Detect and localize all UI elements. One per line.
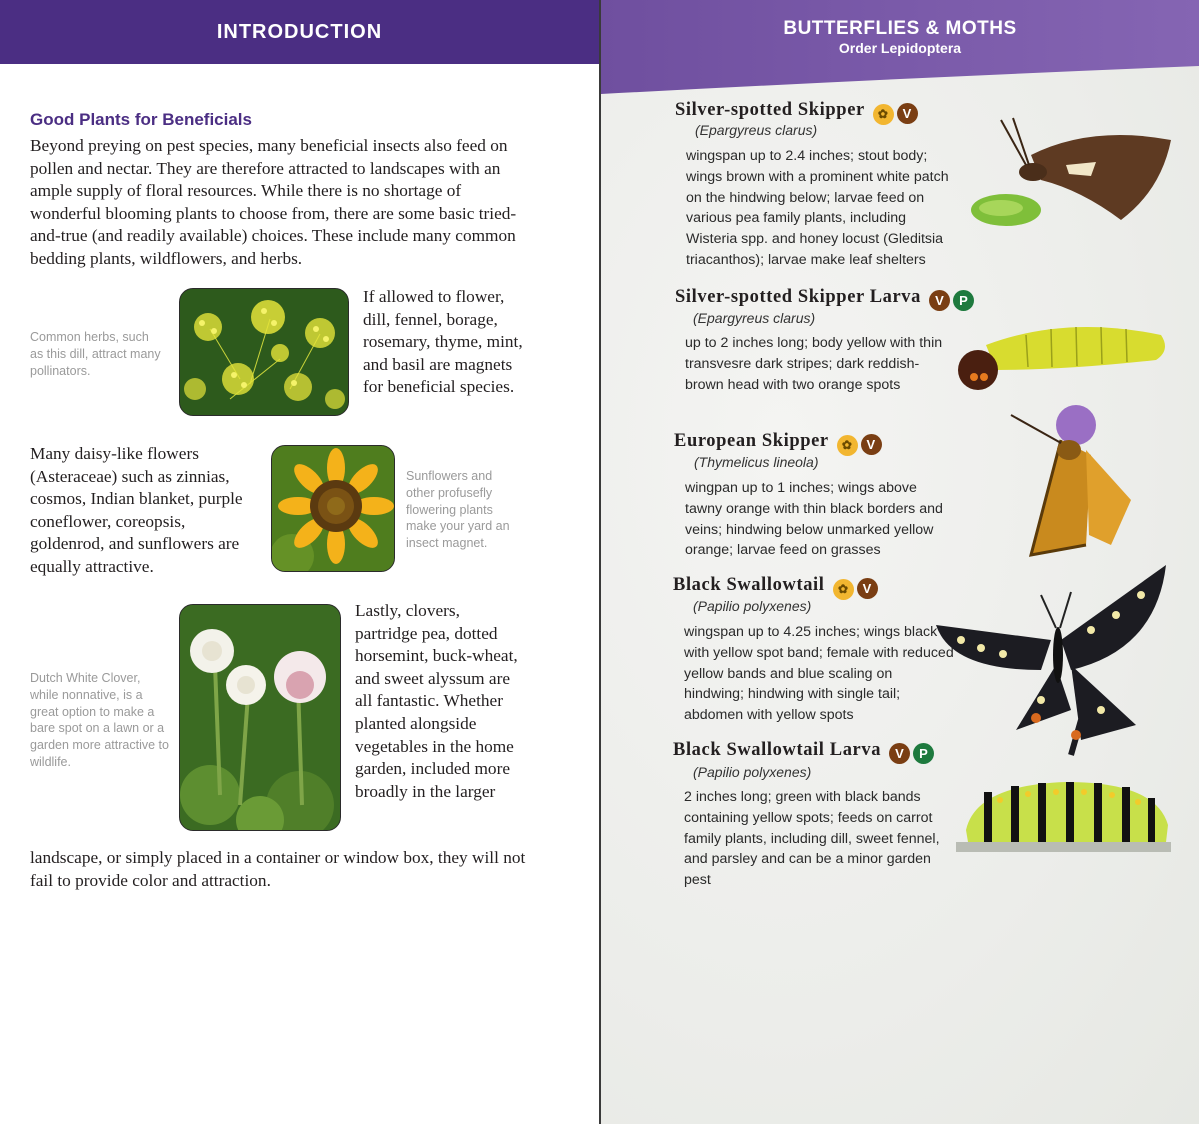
silver-spotted-skipper-image <box>971 110 1181 240</box>
v-badge-icon: V <box>861 434 882 455</box>
p-badge-icon: P <box>913 743 934 764</box>
species-scientific-name: (Thymelicus lineola) <box>694 454 819 470</box>
dill-photo <box>179 288 349 416</box>
clover-photo <box>179 604 341 831</box>
swallowtail-larva-image <box>956 770 1176 870</box>
species-name: European Skipper ✿ V <box>674 431 882 456</box>
pollinator-bee-icon: ✿ <box>837 435 858 456</box>
sunflower-photo <box>271 445 395 572</box>
species-description: wingspan up to 2.4 inches; stout body; wings brown with a prominent white patch on the hindwing below; larvae feed on various pea family plants, including Wisteria spp. and honey locust (Gleditsia triacanthos); larvae make leaf shelters <box>686 148 949 268</box>
species-scientific-name: (Papilio polyxenes) <box>693 598 812 614</box>
intro-paragraph: Beyond preying on pest species, many beneficial insects also feed on pollen and nectar. They are therefore attracted to landscapes with an ample supply of floral resources. While there is no shortage of wonderful blooming plants to choose from, there are some basic tried-and-true (and readily available) choices. These include many common bedding plants, wildflowers, and herbs. <box>30 136 517 268</box>
species-description: wingpan up to 1 inches; wings above tawny orange with thin black borders and veins; hindwing below unmarked yellow orange; larvae feed on grasses <box>685 480 943 559</box>
herbs-text: If allowed to flower, dill, fennel, borage, rosemary, thyme, mint, and basil are magnets for beneficial species. <box>363 287 523 397</box>
sunflower-caption: Sunflowers and other profusefly flowering plants make your yard an insect magnet. <box>406 469 510 551</box>
clover-text: Lastly, clovers, partridge pea, dotted horsemint, buck-wheat, and sweet alyssum are all fantastic. Whether planted alongside vegetables in the home garden, included more broadly in the larger <box>355 601 518 801</box>
skipper-larva-image <box>956 315 1171 395</box>
left-page <box>0 0 599 1124</box>
species-description: wingspan up to 4.25 inches; wings black with yellow spot band; female with reduced yellow bands and blue scaling on hindwing; hindwing with single tail; abdomen with yellow spots <box>684 624 954 724</box>
species-name: Black Swallowtail Larva V P <box>673 740 934 764</box>
v-badge-icon: V <box>929 290 950 311</box>
european-skipper-image <box>991 395 1141 565</box>
species-scientific-name: (Epargyreus clarus) <box>695 122 818 138</box>
species-name: Silver-spotted Skipper ✿ V <box>675 100 918 125</box>
v-badge-icon: V <box>857 578 878 599</box>
left-page-title: INTRODUCTION <box>216 20 383 43</box>
clover-caption: Dutch White Clover, while nonnative, is a great option to make a bare spot on a lawn or a garden more attractive to wildlife. <box>30 671 169 769</box>
dill-flower-image <box>180 289 349 416</box>
left-page-header <box>0 0 599 64</box>
right-page-subtitle: Order Lepidoptera <box>838 40 962 56</box>
species-name: Silver-spotted Skipper Larva V P <box>675 287 974 311</box>
section-title: Good Plants for Beneficials <box>30 110 252 129</box>
daisy-text: Many daisy-like flowers (Asteraceae) such as zinnias, cosmos, Indian blanket, purple coneflower, coreopsis, goldenrod, and sunflowers are equally attractive. <box>30 444 243 576</box>
dill-caption: Common herbs, such as this dill, attract many pollinators. <box>30 330 161 378</box>
species-description: up to 2 inches long; body yellow with thin transvesre dark stripes; dark reddish-brown head with two orange spots <box>685 335 943 393</box>
black-swallowtail-image <box>931 560 1171 760</box>
pollinator-bee-icon: ✿ <box>833 579 854 600</box>
clover-text-tail: landscape, or simply placed in a container or window box, they will not fail to provide color and attraction. <box>30 848 526 890</box>
pollinator-bee-icon: ✿ <box>873 104 894 125</box>
species-scientific-name: (Papilio polyxenes) <box>693 764 812 780</box>
right-page-title: BUTTERFLIES & MOTHS <box>783 18 1017 39</box>
species-scientific-name: (Epargyreus clarus) <box>693 310 816 326</box>
sunflower-image <box>272 446 395 572</box>
clover-image <box>180 605 341 831</box>
species-description: 2 inches long; green with black bands containing yellow spots; feeds on carrot family plants, including dill, sweet fennel, and parsley and can be a minor garden pest <box>684 789 940 889</box>
v-badge-icon: V <box>889 743 910 764</box>
right-page <box>601 0 1199 1124</box>
p-badge-icon: P <box>953 290 974 311</box>
v-badge-icon: V <box>897 103 918 124</box>
species-name: Black Swallowtail ✿ V <box>673 575 878 600</box>
